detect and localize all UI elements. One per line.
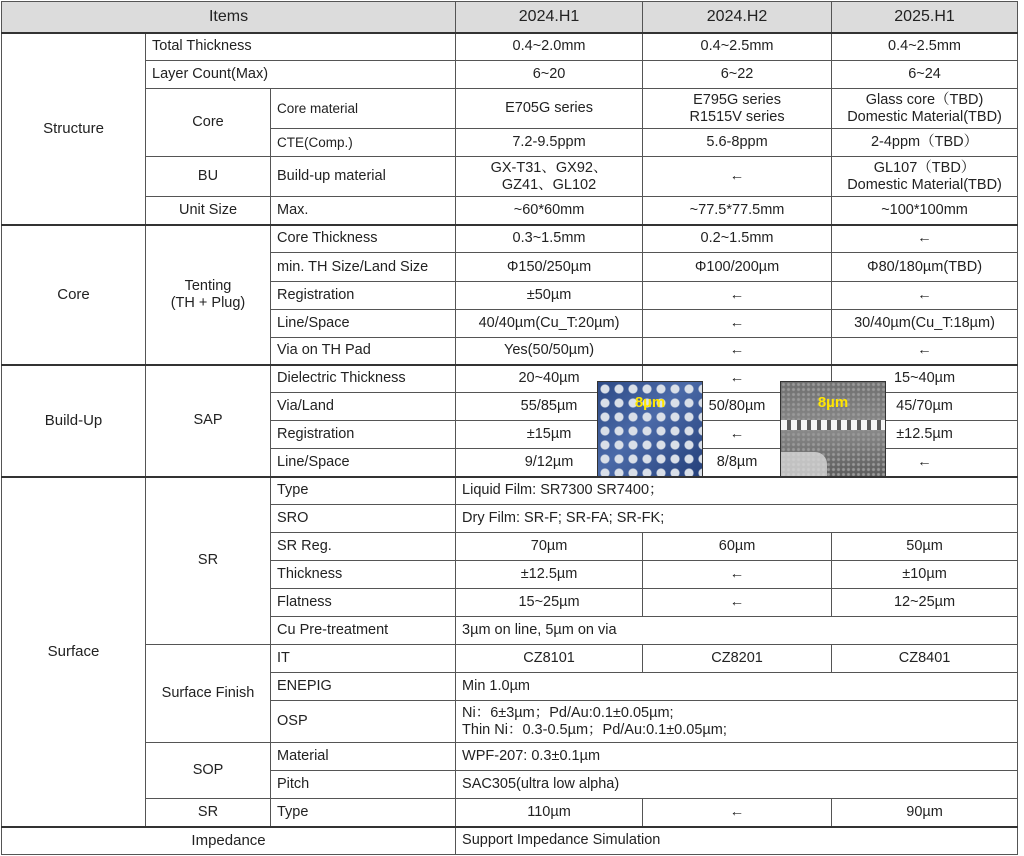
cell-th-size-2025h1: Φ80/180µm(TBD) [832, 253, 1018, 282]
photo2-line-pattern [781, 420, 885, 430]
cell-flatness-2025h1: 12~25µm [832, 589, 1018, 617]
row-label-sr-type: Type [271, 477, 456, 505]
cell-core-material-2024h2: E795G series R1515V series [643, 89, 832, 129]
cell-bu-line-space-2024h1: 9/12µm [456, 449, 643, 477]
row-label-sr-thickness: Thickness [271, 561, 456, 589]
group-sap: SAP [146, 365, 271, 477]
cell-bu-line-space-2025h1: ← [832, 449, 1018, 477]
cell-sr-bottom-2025h1: 90µm [832, 799, 1018, 827]
cell-cte-2024h2: 5.6-8ppm [643, 129, 832, 157]
cell-it-2025h1: CZ8401 [832, 645, 1018, 673]
cell-via-on-pad-2024h2: ← [643, 338, 832, 365]
row-label-bu-registration: Registration [271, 421, 456, 449]
row-label-pitch: Pitch [271, 771, 456, 799]
group-bu: BU [146, 157, 271, 197]
header-2024-h1: 2024.H1 [456, 2, 643, 33]
row-label-sro: SRO [271, 505, 456, 533]
cell-core-line-space-2024h1: 40/40µm(Cu_T:20µm) [456, 310, 643, 338]
cell-total-thickness-2024h1: 0.4~2.0mm [456, 33, 643, 61]
cell-flatness-2024h1: 15~25µm [456, 589, 643, 617]
row-label-cte: CTE(Comp.) [271, 129, 456, 157]
cell-dielectric-2024h1: 20~40µm [456, 365, 643, 393]
row-label-unit-size-max: Max. [271, 197, 456, 225]
cell-flatness-2024h2: ← [643, 589, 832, 617]
line-space-micrograph-photo [780, 381, 886, 477]
cell-sr-type-value: Liquid Film: SR7300 SR7400； [456, 477, 1018, 505]
row-label-core-thickness: Core Thickness [271, 225, 456, 253]
row-label-flatness: Flatness [271, 589, 456, 617]
row-label-dielectric-thickness: Dielectric Thickness [271, 365, 456, 393]
row-label-via-land: Via/Land [271, 393, 456, 421]
row-label-sop-material: Material [271, 743, 456, 771]
cell-impedance-value: Support Impedance Simulation [456, 827, 1018, 855]
group-sr-bottom: SR [146, 799, 271, 827]
cell-via-on-pad-2024h1: Yes(50/50µm) [456, 338, 643, 365]
cell-total-thickness-2024h2: 0.4~2.5mm [643, 33, 832, 61]
row-label-build-up-material: Build-up material [271, 157, 456, 197]
row-label-total-thickness: Total Thickness [146, 33, 456, 61]
cell-bu-material-2024h1: GX-T31、GX92、 GZ41、GL102 [456, 157, 643, 197]
cell-core-line-space-2025h1: 30/40µm(Cu_T:18µm) [832, 310, 1018, 338]
cell-via-land-2024h1: 55/85µm [456, 393, 643, 421]
group-surface-finish: Surface Finish [146, 645, 271, 743]
group-tenting: Tenting (TH + Plug) [146, 225, 271, 365]
cell-core-material-2025h1: Glass core（TBD) Domestic Material(TBD) [832, 89, 1018, 129]
cell-bu-registration-2024h2: ← [643, 421, 832, 449]
cell-layer-count-2024h1: 6~20 [456, 61, 643, 89]
cell-bu-registration-2024h1: ±15µm [456, 421, 643, 449]
cell-unit-size-2024h2: ~77.5*77.5mm [643, 197, 832, 225]
row-label-layer-count: Layer Count(Max) [146, 61, 456, 89]
cell-th-size-2024h1: Φ150/250µm [456, 253, 643, 282]
cell-sr-bottom-2024h2: ← [643, 799, 832, 827]
via-land-micrograph-photo [597, 381, 703, 477]
cell-sr-reg-2024h2: 60µm [643, 533, 832, 561]
cell-bu-registration-2025h1: ±12.5µm [832, 421, 1018, 449]
cell-bu-line-space-2024h2: 8/8µm [643, 449, 832, 477]
row-label-sr-reg: SR Reg. [271, 533, 456, 561]
cell-core-line-space-2024h2: ← [643, 310, 832, 338]
row-label-core-line-space: Line/Space [271, 310, 456, 338]
category-impedance: Impedance [2, 827, 456, 855]
photo2-blot [781, 452, 827, 476]
cell-sr-reg-2025h1: 50µm [832, 533, 1018, 561]
cell-core-thickness-2024h1: 0.3~1.5mm [456, 225, 643, 253]
cell-enepig-value: Min 1.0µm [456, 673, 1018, 701]
cell-bu-material-2025h1: GL107（TBD） Domestic Material(TBD) [832, 157, 1018, 197]
category-build-up: Build-Up [2, 365, 146, 477]
cell-sr-thickness-2025h1: ±10µm [832, 561, 1018, 589]
cell-core-registration-2025h1: ← [832, 282, 1018, 310]
cell-th-size-2024h2: Φ100/200µm [643, 253, 832, 282]
photo1-scale-label: 8µm [634, 394, 666, 411]
cell-unit-size-2024h1: ~60*60mm [456, 197, 643, 225]
group-core: Core [146, 89, 271, 157]
group-sop: SOP [146, 743, 271, 799]
cell-total-thickness-2025h1: 0.4~2.5mm [832, 33, 1018, 61]
row-label-core-material: Core material [271, 89, 456, 129]
cell-sop-material-value: WPF-207: 0.3±0.1µm [456, 743, 1018, 771]
row-label-cu-pre-treatment: Cu Pre-treatment [271, 617, 456, 645]
cell-it-2024h2: CZ8201 [643, 645, 832, 673]
cell-dielectric-2025h1: 15~40µm [832, 365, 1018, 393]
header-2025-h1: 2025.H1 [832, 2, 1018, 33]
cell-core-registration-2024h2: ← [643, 282, 832, 310]
cell-cu-pre-treatment-value: 3µm on line, 5µm on via [456, 617, 1018, 645]
cell-core-thickness-2025h1: ← [832, 225, 1018, 253]
group-sr: SR [146, 477, 271, 645]
cell-bu-material-2024h2: ← [643, 157, 832, 197]
cell-sr-thickness-2024h1: ±12.5µm [456, 561, 643, 589]
cell-layer-count-2025h1: 6~24 [832, 61, 1018, 89]
cell-dielectric-2024h2: ← [643, 365, 832, 393]
cell-layer-count-2024h2: 6~22 [643, 61, 832, 89]
cell-cte-2025h1: 2-4ppm（TBD） [832, 129, 1018, 157]
cell-unit-size-2025h1: ~100*100mm [832, 197, 1018, 225]
cell-core-registration-2024h1: ±50µm [456, 282, 643, 310]
category-surface: Surface [2, 477, 146, 827]
row-label-enepig: ENEPIG [271, 673, 456, 701]
row-label-it: IT [271, 645, 456, 673]
cell-sr-thickness-2024h2: ← [643, 561, 832, 589]
header-2024-h2: 2024.H2 [643, 2, 832, 33]
cell-it-2024h1: CZ8101 [456, 645, 643, 673]
cell-sr-bottom-2024h1: 110µm [456, 799, 643, 827]
row-label-th-size: min. TH Size/Land Size [271, 253, 456, 282]
cell-via-land-2024h2: 50/80µm [643, 393, 832, 421]
cell-pitch-value: SAC305(ultra low alpha) [456, 771, 1018, 799]
group-unit-size: Unit Size [146, 197, 271, 225]
cell-sr-reg-2024h1: 70µm [456, 533, 643, 561]
photo2-scale-label: 8µm [817, 394, 849, 411]
header-items: Items [2, 2, 456, 33]
cell-via-land-2025h1: 45/70µm [832, 393, 1018, 421]
cell-osp-value: Ni：6±3µm；Pd/Au:0.1±0.05µm; Thin Ni：0.3-0.5µm；Pd/Au:0.1±0.05µm; [456, 701, 1018, 743]
row-label-via-on-th-pad: Via on TH Pad [271, 338, 456, 365]
row-label-sr-bottom-type: Type [271, 799, 456, 827]
cell-sro-value: Dry Film: SR-F; SR-FA; SR-FK; [456, 505, 1018, 533]
cell-core-thickness-2024h2: 0.2~1.5mm [643, 225, 832, 253]
row-label-osp: OSP [271, 701, 456, 743]
cell-via-on-pad-2025h1: ← [832, 338, 1018, 365]
cell-core-material-2024h1: E705G series [456, 89, 643, 129]
cell-cte-2024h1: 7.2-9.5ppm [456, 129, 643, 157]
category-structure: Structure [2, 33, 146, 225]
category-core: Core [2, 225, 146, 365]
row-label-core-registration: Registration [271, 282, 456, 310]
row-label-bu-line-space: Line/Space [271, 449, 456, 477]
